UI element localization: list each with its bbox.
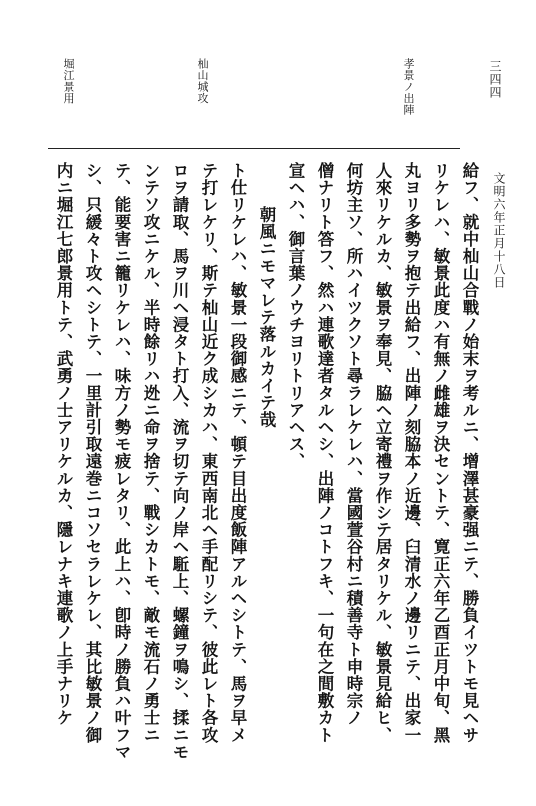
text-column-4: 人來リケルカ、敏景ヲ奉見、脇ヘ立寄禮ヲ作シテ居タリケル、敏景見給ヒ、 bbox=[373, 162, 392, 744]
text-column-9: ト仕リケレハ、敏景一段御感ニテ、頓テ目出度飯陣アルヘシトテ、馬ヲ早メ bbox=[228, 162, 247, 744]
vertical-text-body bbox=[48, 162, 478, 762]
text-column-12: ンテソ攻ニケル、半時餘リハ迯ニ命ヲ捨テ、戰シカトモ、敵モ流石ノ勇士ニ bbox=[141, 162, 160, 744]
marginal-note-departure: 孝景ノ出陣 bbox=[402, 58, 415, 116]
text-column-2: リケレハ、敏景此度ハ有無ノ雌雄ヲ決セントテ、寛正六年乙酉正月中旬、黑 bbox=[431, 162, 450, 744]
poem-verse: 朝風ニモマレテ落ルカイテ哉 bbox=[257, 206, 276, 429]
text-column-5: 何坊主ソ、所ハイツクソト尋ラレケレハ、當國萱谷村ニ積善寺ト申時宗ノ bbox=[344, 162, 363, 727]
date-heading: 文明六年正月十八日 bbox=[492, 172, 506, 289]
text-column-15: 内ニ堀江七郎景用トテ、武勇ノ士アリケルカ、隱レナキ連歌ノ上手ナリケ bbox=[54, 162, 73, 727]
text-column-10: テ打レケリ、斯テ杣山近ク成シカハ、東西南北ヘ手配リシテ、彼此レト各攻 bbox=[199, 162, 218, 744]
text-column-13: テ、能要害ニ籠リケレハ、味方ノ勢モ疲レタリ、此上ハ、卽時ノ勝負ハ叶フマ bbox=[112, 162, 131, 761]
text-column-6: 僧ナリト答フ、然ハ連歌達者タルヘシ、出陣ノコトフキ、一句在之間敷カト bbox=[315, 162, 334, 744]
marginal-note-siege: 杣山城攻 bbox=[196, 58, 209, 104]
text-column-11: ロヲ請取、馬ヲ川ヘ浸タト打入、流ヲ切テ向ノ岸ヘ駈上、螺鐘ヲ鳴シ、揉ニモ bbox=[170, 162, 189, 761]
text-column-3: 丸ヨリ多勢ヲ抱テ出給フ、出陣ノ刻脇本ノ近邊、臼清水ノ邊リニテ、出家一 bbox=[402, 162, 421, 744]
header-rule bbox=[48, 148, 460, 149]
text-column-1: 給フ、就中杣山合戰ノ始末ヲ考ルニ、增澤甚豪强ニテ、勝負イツトモ見ヘサ bbox=[460, 162, 479, 744]
text-column-7: 宣ヘハ、御言葉ノウチヨリトリアヘス、 bbox=[286, 162, 305, 470]
marginal-note-horie: 堀江景用 bbox=[62, 58, 75, 104]
text-column-14: シ、只緩々ト攻ヘシトテ、一里計引取遠巻ニコソセラレケレ、其比敏景ノ御 bbox=[83, 162, 102, 744]
page-number: 三四四 bbox=[488, 60, 502, 99]
